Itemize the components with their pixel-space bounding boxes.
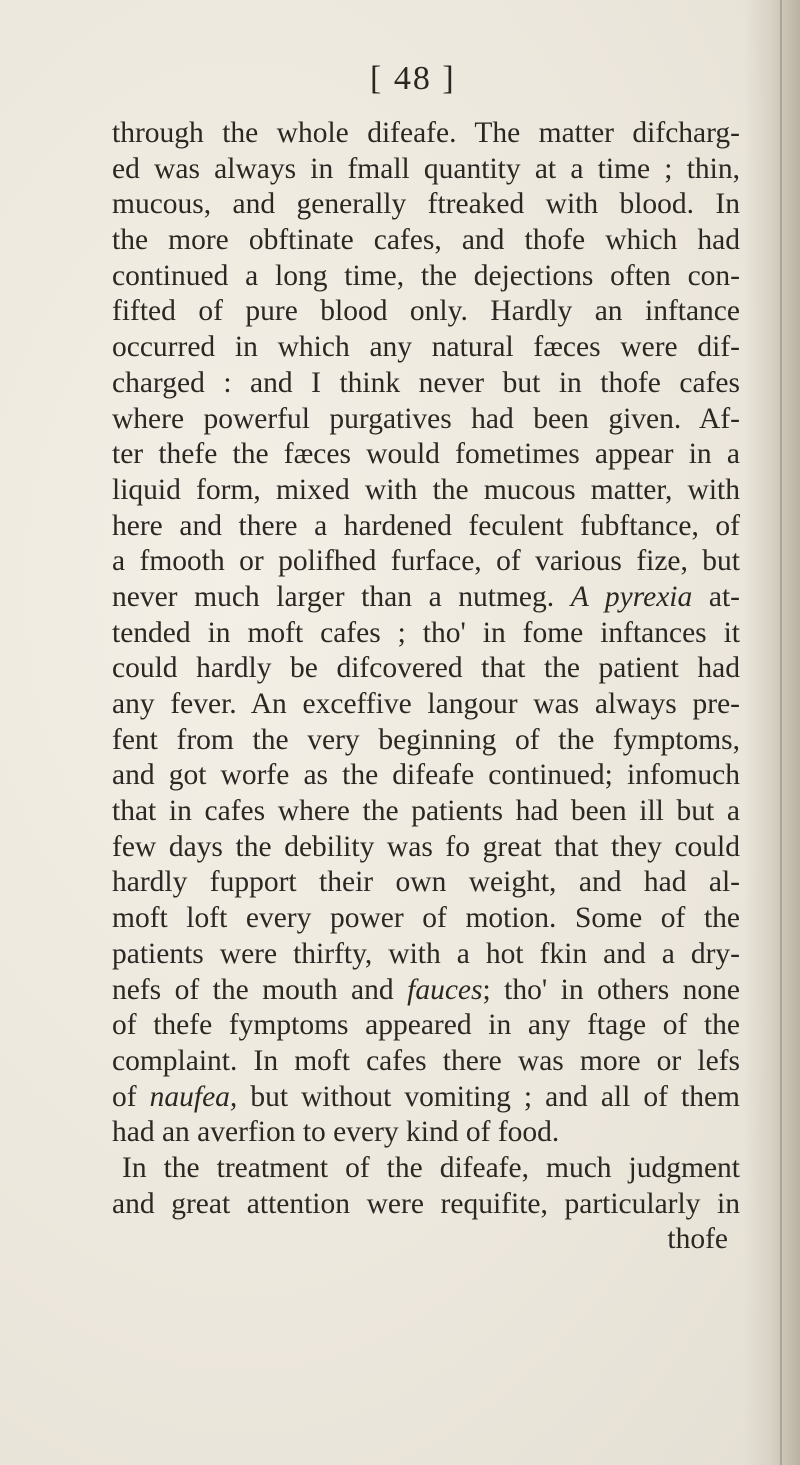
text-line: liquid form, mixed with the mucous matter, with xyxy=(112,473,740,506)
text-line: fent from the very beginning of the fymptoms, xyxy=(112,723,740,756)
catchword: thofe xyxy=(667,1223,728,1256)
text-segment: but without vomiting ; and all of them xyxy=(250,1080,740,1113)
page-edge-line xyxy=(780,0,782,1465)
text-line: here and there a hardened feculent fubftance, of xyxy=(112,509,740,542)
text-line: could hardly be difcovered that the patient had xyxy=(112,652,740,685)
italic-term-fauces: fauces xyxy=(407,973,483,1006)
text-segment: nefs of the mouth and xyxy=(112,973,394,1006)
text-line: charged : and I think never but in thofe cafes xyxy=(112,366,740,399)
text-line: moft loft every power of motion. Some of the xyxy=(112,902,740,935)
text-line: ed was always in fmall quantity at a time ; thin, xyxy=(112,152,740,185)
page-number-header: [ 48 ] xyxy=(370,60,456,97)
text-line-naufea xyxy=(112,1080,740,1116)
text-line: few days the debility was fo great that they could xyxy=(112,830,740,863)
text-line: and got worfe as the difeafe continued; infomuch xyxy=(112,759,740,792)
text-line: mucous, and generally ftreaked with blood. In xyxy=(112,188,740,221)
text-line: occurred in which any natural fæces were dif- xyxy=(112,331,740,364)
text-line: and great attention were requifite, particularly in xyxy=(112,1187,740,1220)
text-line: complaint. In moft cafes there was more or lefs xyxy=(112,1044,740,1077)
italic-term-naufea: naufea, xyxy=(149,1080,238,1113)
text-line: tended in moft cafes ; tho' in fome inftances it xyxy=(112,616,740,649)
text-line: of thefe fymptoms appeared in any ftage of the xyxy=(112,1009,740,1042)
text-line: ter thefe the fæces would fometimes appear in a xyxy=(112,438,740,471)
text-line: through the whole difeafe. The matter difcharg- xyxy=(112,117,740,149)
text-segment: ; tho' in others none xyxy=(482,973,741,1006)
text-segment: never much larger than a nutmeg. xyxy=(112,580,555,613)
text-line-fauces xyxy=(112,973,740,1009)
page-edge-shadow xyxy=(744,0,800,1465)
text-line: patients were thirfty, with a hot fkin and a dry- xyxy=(112,937,740,970)
italic-term-pyrexia: A pyrexia xyxy=(570,580,693,613)
body-text xyxy=(112,116,740,1258)
text-line: a fmooth or polifhed furface, of various fize, but xyxy=(112,545,740,578)
text-line: had an averfion to every kind of food. xyxy=(112,1116,560,1149)
text-line: the more obftinate cafes, and thofe which had xyxy=(112,224,740,257)
text-line: that in cafes where the patients had been ill but a xyxy=(112,795,740,828)
text-line: any fever. An exceffive langour was always pre- xyxy=(112,688,740,720)
text-line-pyrexia xyxy=(112,580,740,616)
text-line: where powerful purgatives had been given. Af- xyxy=(112,402,740,435)
text-segment: at- xyxy=(708,580,741,613)
text-segment: of xyxy=(112,1080,137,1113)
text-line: hardly fupport their own weight, and had al- xyxy=(112,866,740,899)
text-line: fifted of pure blood only. Hardly an inftance xyxy=(112,295,740,328)
text-line: continued a long time, the dejections often con- xyxy=(112,259,740,292)
text-line: In the treatment of the difeafe, much judgment xyxy=(122,1151,740,1184)
